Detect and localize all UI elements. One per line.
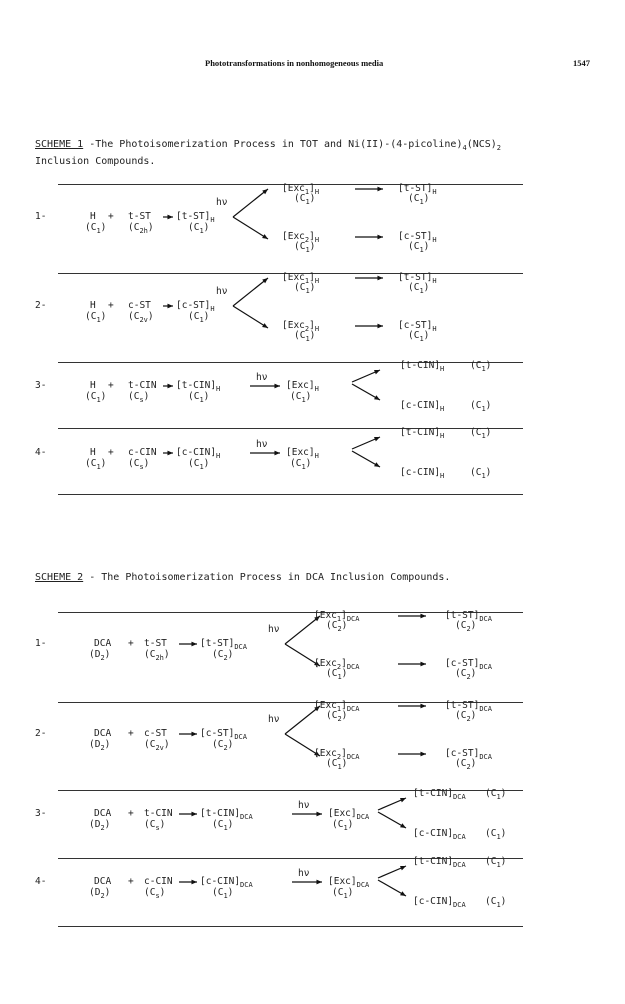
scheme1-row2-upper-product: $[t-ST]_H$ bbox=[398, 272, 437, 285]
scheme1-row4-guest-symmetry: $(C_s)$ bbox=[128, 458, 150, 471]
scheme2-row3-host-symmetry: $(D_2)$ bbox=[89, 819, 111, 832]
scheme1-row4-complex: $[c-CIN]_H$ bbox=[176, 447, 221, 460]
scheme2-row2-upper-product: $[t-ST]_{DCA}$ bbox=[445, 700, 492, 713]
scheme2-row2-complex-symmetry: $(C_2)$ bbox=[212, 739, 234, 752]
scheme2-row4-hv: hν bbox=[298, 868, 310, 879]
scheme2-row2-lower-product: $[c-ST]_{DCA}$ bbox=[445, 748, 492, 761]
scheme1-row1-complex: $[t-ST]_H$ bbox=[176, 211, 215, 224]
scheme2-row2-lower-excited-symmetry: $(C_1)$ bbox=[326, 758, 348, 771]
scheme1-row1-hv: hν bbox=[216, 197, 228, 208]
scheme2-row1-guest-symmetry: $(C_{2h})$ bbox=[144, 649, 170, 662]
scheme2-row1-lower-excited-symmetry: $(C_1)$ bbox=[326, 668, 348, 681]
scheme1-row1-lower-excited-symmetry: $(C_1)$ bbox=[294, 241, 316, 254]
page-number: 1547 bbox=[573, 58, 590, 68]
scheme2-row3-complex-symmetry: $(C_1)$ bbox=[212, 819, 234, 832]
scheme1-row1-upper-product-symmetry: $(C_1)$ bbox=[408, 193, 430, 206]
scheme2-row3-product2-symmetry: $(C_1)$ bbox=[485, 828, 507, 841]
scheme2-row4-guest: c-CIN bbox=[144, 876, 173, 887]
scheme2-row2-upper-excited: $[Exc_1]_{DCA}$ bbox=[314, 700, 360, 713]
scheme2-row2-guest-symmetry: $(C_{2v})$ bbox=[144, 739, 170, 752]
scheme1-row1-complex-symmetry: $(C_1)$ bbox=[188, 222, 210, 235]
scheme2-row4-host-symmetry: $(D_2)$ bbox=[89, 887, 111, 900]
scheme2-row2-host: DCA bbox=[94, 728, 112, 739]
scheme1-row1-lower-product: $[c-ST]_H$ bbox=[398, 231, 437, 244]
scheme1-row3-complex: $[t-CIN]_H$ bbox=[176, 380, 221, 393]
scheme2-row2-upper-excited-symmetry: $(C_2)$ bbox=[326, 710, 348, 723]
scheme1-row1-upper-excited: $[Exc_1]_H$ bbox=[282, 183, 320, 196]
scheme1-row2-lower-product-symmetry: $(C_1)$ bbox=[408, 330, 430, 343]
scheme1-row2-complex-symmetry: $(C_1)$ bbox=[188, 311, 210, 324]
scheme2-caption bbox=[35, 571, 450, 584]
scheme2-row3-product1-symmetry: $(C_1)$ bbox=[485, 788, 507, 801]
scheme1-row4-host: H bbox=[90, 447, 96, 458]
scheme1-row1-upper-excited-symmetry: $(C_1)$ bbox=[294, 193, 316, 206]
scheme2-row1-number: 1- bbox=[35, 638, 47, 649]
scheme2-row4-product2: $[c-CIN]_{DCA}$ bbox=[413, 896, 466, 909]
scheme1-row3-complex-symmetry: $(C_1)$ bbox=[188, 391, 210, 404]
scheme1-row4-product2-symmetry: $(C_1)$ bbox=[470, 467, 492, 480]
scheme2-row3-excited-symmetry: $(C_1)$ bbox=[332, 819, 354, 832]
scheme1-row2-complex: $[c-ST]_H$ bbox=[176, 300, 215, 313]
scheme1-row2-guest: c-ST bbox=[128, 300, 151, 311]
scheme2-row4-plus: + bbox=[128, 876, 134, 887]
scheme1-row2-lower-product: $[c-ST]_H$ bbox=[398, 320, 437, 333]
scheme1-row1-host: H bbox=[90, 211, 96, 222]
scheme1-row4-product2: $[c-CIN]_H$ bbox=[400, 467, 445, 480]
scheme1-row2-plus: + bbox=[108, 300, 114, 311]
scheme2-row3-guest-symmetry: $(C_s)$ bbox=[144, 819, 166, 832]
scheme2-row4-complex-symmetry: $(C_1)$ bbox=[212, 887, 234, 900]
scheme1-row3-product1: $[t-CIN]_H$ bbox=[400, 360, 445, 373]
scheme2-row3-product1: $[t-CIN]_{DCA}$ bbox=[413, 788, 466, 801]
scheme1-row2-upper-excited: $[Exc_1]_H$ bbox=[282, 272, 320, 285]
scheme1-rule bbox=[58, 362, 523, 363]
scheme2-row4-excited: $[Exc]_{DCA}$ bbox=[328, 876, 370, 889]
scheme2-row3-hv: hν bbox=[298, 800, 310, 811]
scheme1-rule bbox=[58, 494, 523, 495]
scheme1-row4-number: 4- bbox=[35, 447, 47, 458]
scheme1-row3-product1-symmetry: $(C_1)$ bbox=[470, 360, 492, 373]
scheme2-row1-hv: hν bbox=[268, 624, 280, 635]
scheme2-row3-host: DCA bbox=[94, 808, 112, 819]
scheme2-row1-complex-symmetry: $(C_2)$ bbox=[212, 649, 234, 662]
scheme1-row3-plus: + bbox=[108, 380, 114, 391]
scheme1-row3-host-symmetry: $(C_1)$ bbox=[85, 391, 107, 404]
scheme1-row4-guest: c-CIN bbox=[128, 447, 157, 458]
scheme1-row1-host-symmetry: $(C_1)$ bbox=[85, 222, 107, 235]
scheme2-row4-product1: $[t-CIN]_{DCA}$ bbox=[413, 856, 466, 869]
scheme1-row3-guest-symmetry: $(C_s)$ bbox=[128, 391, 150, 404]
scheme1-caption-line2: Inclusion Compounds. bbox=[35, 156, 156, 167]
scheme1-row3-product2-symmetry: $(C_1)$ bbox=[470, 400, 492, 413]
scheme2-row2-number: 2- bbox=[35, 728, 47, 739]
scheme1-row3-host: H bbox=[90, 380, 96, 391]
scheme1-row4-plus: + bbox=[108, 447, 114, 458]
scheme1-row4-product1: $[t-CIN]_H$ bbox=[400, 427, 445, 440]
scheme1-row2-host-symmetry: $(C_1)$ bbox=[85, 311, 107, 324]
scheme2-row4-excited-symmetry: $(C_1)$ bbox=[332, 887, 354, 900]
scheme1-row3-number: 3- bbox=[35, 380, 47, 391]
scheme1-caption-text: -The Photoisomerization Process in TOT and Ni(II)-(4-picoline) bbox=[83, 139, 463, 150]
scheme2-row3-complex: $[t-CIN]_{DCA}$ bbox=[200, 808, 253, 821]
scheme2-label: SCHEME 2 bbox=[35, 572, 84, 583]
scheme2-row2-plus: + bbox=[128, 728, 134, 739]
scheme1-row3-excited-symmetry: $(C_1)$ bbox=[290, 391, 312, 404]
scheme1-row4-complex-symmetry: $(C_1)$ bbox=[188, 458, 210, 471]
scheme1-label: SCHEME 1 bbox=[35, 139, 84, 150]
scheme1-row2-lower-excited: $[Exc_2]_H$ bbox=[282, 320, 320, 333]
scheme2-row4-host: DCA bbox=[94, 876, 112, 887]
scheme1-caption-sub4: 4 bbox=[462, 144, 467, 152]
scheme1-row3-excited: $[Exc]_H$ bbox=[286, 380, 319, 393]
scheme1-row1-guest: t-ST bbox=[128, 211, 151, 222]
scheme1-row1-number: 1- bbox=[35, 211, 47, 222]
scheme1-row2-lower-excited-symmetry: $(C_1)$ bbox=[294, 330, 316, 343]
scheme2-row1-lower-product: $[c-ST]_{DCA}$ bbox=[445, 658, 492, 671]
scheme1-row2-host: H bbox=[90, 300, 96, 311]
scheme2-row3-excited: $[Exc]_{DCA}$ bbox=[328, 808, 370, 821]
scheme1-row4-host-symmetry: $(C_1)$ bbox=[85, 458, 107, 471]
scheme2-row3-product2: $[c-CIN]_{DCA}$ bbox=[413, 828, 466, 841]
scheme2-row1-upper-excited: $[Exc_1]_{DCA}$ bbox=[314, 610, 360, 623]
scheme1-caption-ncs: (NCS) bbox=[466, 139, 497, 150]
scheme2-row2-hv: hν bbox=[268, 714, 280, 725]
scheme2-row1-complex: $[t-ST]_{DCA}$ bbox=[200, 638, 247, 651]
scheme2-row2-guest: c-ST bbox=[144, 728, 167, 739]
scheme1-rule bbox=[58, 428, 523, 429]
scheme1-row2-number: 2- bbox=[35, 300, 47, 311]
scheme2-row2-host-symmetry: $(D_2)$ bbox=[89, 739, 111, 752]
scheme2-row4-complex: $[c-CIN]_{DCA}$ bbox=[200, 876, 253, 889]
scheme2-row2-lower-product-symmetry: $(C_2)$ bbox=[455, 758, 477, 771]
scheme1-row3-guest: t-CIN bbox=[128, 380, 157, 391]
scheme1-row3-hv: hν bbox=[256, 372, 268, 383]
scheme2-row3-guest: t-CIN bbox=[144, 808, 173, 819]
scheme2-row1-plus: + bbox=[128, 638, 134, 649]
scheme2-row1-host-symmetry: $(D_2)$ bbox=[89, 649, 111, 662]
scheme2-row2-lower-excited: $[Exc_2]_{DCA}$ bbox=[314, 748, 360, 761]
scheme1-row4-excited-symmetry: $(C_1)$ bbox=[290, 458, 312, 471]
scheme2-row4-arrow-product2 bbox=[0, 0, 1, 1]
scheme1-row2-guest-symmetry: $(C_{2v})$ bbox=[128, 311, 154, 324]
scheme2-row1-lower-excited: $[Exc_2]_{DCA}$ bbox=[314, 658, 360, 671]
scheme1-row1-lower-product-symmetry: $(C_1)$ bbox=[408, 241, 430, 254]
scheme1-row2-hv: hν bbox=[216, 286, 228, 297]
scheme1-row2-upper-excited-symmetry: $(C_1)$ bbox=[294, 282, 316, 295]
scheme2-row2-upper-product-symmetry: $(C_2)$ bbox=[455, 710, 477, 723]
scheme2-row1-host: DCA bbox=[94, 638, 112, 649]
scheme1-row4-excited: $[Exc]_H$ bbox=[286, 447, 319, 460]
scheme2-row1-upper-product: $[t-ST]_{DCA}$ bbox=[445, 610, 492, 623]
scheme1-row1-guest-symmetry: $(C_{2h})$ bbox=[128, 222, 154, 235]
scheme1-row1-plus: + bbox=[108, 211, 114, 222]
scheme2-row3-number: 3- bbox=[35, 808, 47, 819]
scheme2-row3-plus: + bbox=[128, 808, 134, 819]
scheme2-row4-product1-symmetry: $(C_1)$ bbox=[485, 856, 507, 869]
scheme2-row1-lower-product-symmetry: $(C_2)$ bbox=[455, 668, 477, 681]
scheme2-row1-guest: t-ST bbox=[144, 638, 167, 649]
running-title: Phototransformations in nonhomogeneous media bbox=[205, 58, 384, 68]
scheme1-caption-sub2: 2 bbox=[496, 144, 502, 152]
scheme1-row4-product1-symmetry: $(C_1)$ bbox=[470, 427, 492, 440]
scheme2-row4-guest-symmetry: $(C_s)$ bbox=[144, 887, 166, 900]
scheme2-row1-upper-product-symmetry: $(C_2)$ bbox=[455, 620, 477, 633]
scheme1-row2-upper-product-symmetry: $(C_1)$ bbox=[408, 282, 430, 295]
scheme2-row4-number: 4- bbox=[35, 876, 47, 887]
scheme2-row1-upper-excited-symmetry: $(C_2)$ bbox=[326, 620, 348, 633]
scheme2-row4-product2-symmetry: $(C_1)$ bbox=[485, 896, 507, 909]
scheme2-row2-complex: $[c-ST]_{DCA}$ bbox=[200, 728, 247, 741]
scheme1-row1-lower-excited: $[Exc_2]_H$ bbox=[282, 231, 320, 244]
scheme1-row4-hv: hν bbox=[256, 439, 268, 450]
scheme1-row1-upper-product: $[t-ST]_H$ bbox=[398, 183, 437, 196]
scheme2-caption-text: - The Photoisomerization Process in DCA Inclusion Compounds. bbox=[83, 572, 451, 583]
scheme1-caption bbox=[35, 138, 501, 168]
scheme2-rule bbox=[58, 926, 523, 927]
scheme1-row3-product2: $[c-CIN]_H$ bbox=[400, 400, 445, 413]
